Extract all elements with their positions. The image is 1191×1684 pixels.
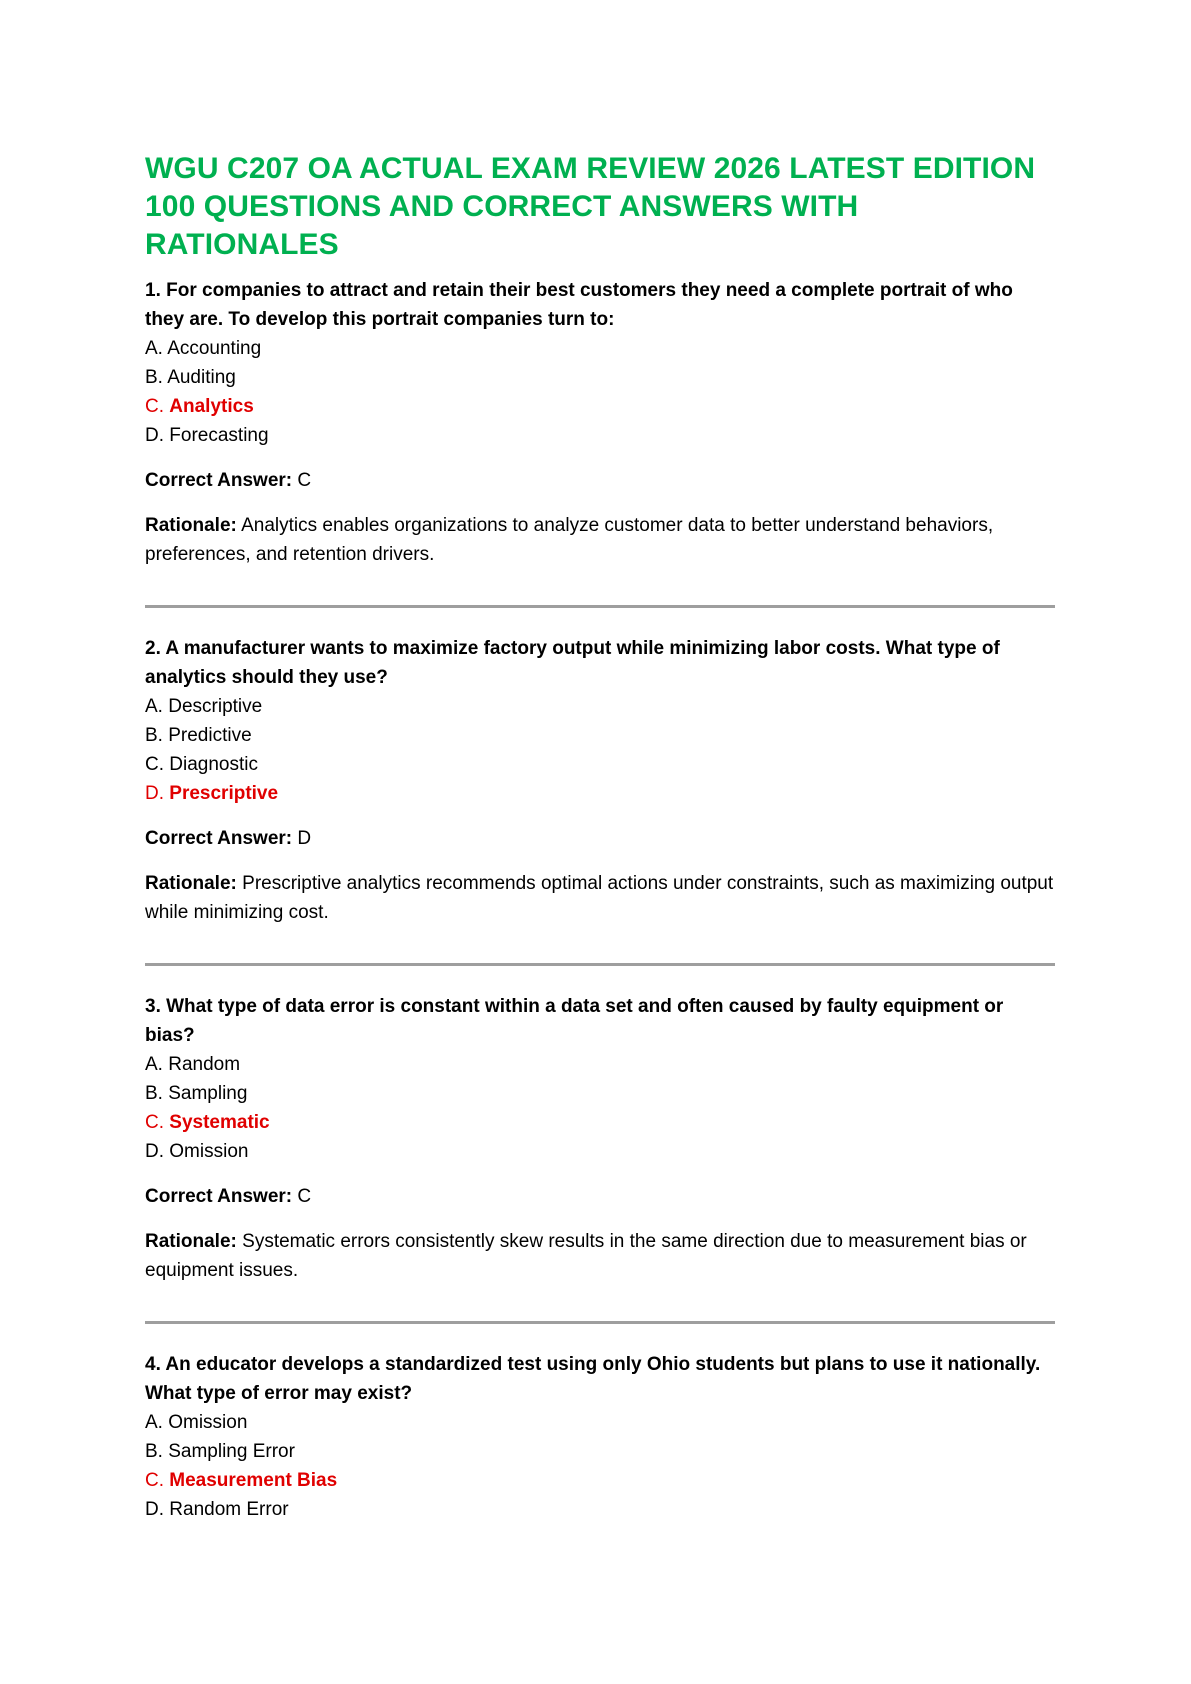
correct-answer-value: C xyxy=(297,470,312,491)
option-text: Sampling Error xyxy=(168,1441,295,1462)
answer-option xyxy=(145,750,1055,779)
document-title: WGU C207 OA ACTUAL EXAM REVIEW 2026 LATEST EDITION 100 QUESTIONS AND CORRECT ANSWERS WITH RATIONALES xyxy=(145,152,1036,261)
question-block xyxy=(145,992,1055,1285)
option-letter: B. xyxy=(145,1083,163,1104)
rationale-text: Prescriptive analytics recommends optimal actions under constraints, such as maximizing output while minimizing cost. xyxy=(145,873,1054,923)
option-letter: D. xyxy=(145,1141,164,1162)
rationale-text: Analytics enables organizations to analyze customer data to better understand behaviors, preferences, and retention drivers. xyxy=(145,515,994,565)
option-text: Omission xyxy=(168,1412,248,1433)
section-divider xyxy=(145,963,1055,966)
option-text: Predictive xyxy=(168,725,252,746)
question-text: 2. A manufacturer wants to maximize factory output while minimizing labor costs. What type of analytics should they use? xyxy=(145,638,1000,688)
answer-option xyxy=(145,1050,1055,1079)
rationale-line xyxy=(145,1227,1055,1285)
answer-option xyxy=(145,1437,1055,1466)
correct-answer-line xyxy=(145,824,1055,853)
option-letter: D. xyxy=(145,425,164,446)
answer-option xyxy=(145,1408,1055,1437)
correct-answer-label: Correct Answer: xyxy=(145,1186,293,1207)
correct-answer-label: Correct Answer: xyxy=(145,470,293,491)
option-text: Accounting xyxy=(167,338,262,359)
rationale-label: Rationale: xyxy=(145,515,237,536)
option-text: Descriptive xyxy=(168,696,263,717)
option-text: Forecasting xyxy=(169,425,269,446)
option-text: Measurement Bias xyxy=(169,1470,338,1491)
option-text: Sampling xyxy=(168,1083,248,1104)
answer-option xyxy=(145,1495,1055,1524)
option-letter: A. xyxy=(145,696,163,717)
option-text: Prescriptive xyxy=(169,783,279,804)
question-block xyxy=(145,276,1055,569)
question-text: 4. An educator develops a standardized test using only Ohio students but plans to use it nationally. What type of error may exist? xyxy=(145,1354,1041,1404)
option-text: Omission xyxy=(169,1141,249,1162)
document-page xyxy=(145,150,1055,1524)
rationale-text: Systematic errors consistently skew results in the same direction due to measurement bias or equipment issues. xyxy=(145,1231,1027,1281)
option-letter: A. xyxy=(145,1412,163,1433)
option-text: Random xyxy=(168,1054,241,1075)
question-text: 1. For companies to attract and retain their best customers they need a complete portrait of who they are. To develop this portrait companies turn to: xyxy=(145,280,1013,330)
correct-answer-value: D xyxy=(297,828,312,849)
correct-answer-label: Correct Answer: xyxy=(145,828,293,849)
rationale-line xyxy=(145,511,1055,569)
option-letter: C. xyxy=(145,754,164,775)
answer-option xyxy=(145,692,1055,721)
answer-option xyxy=(145,334,1055,363)
answer-option xyxy=(145,421,1055,450)
question-text: 3. What type of data error is constant within a data set and often caused by faulty equipment or bias? xyxy=(145,996,1004,1046)
option-letter: B. xyxy=(145,725,163,746)
option-text: Systematic xyxy=(169,1112,270,1133)
section-divider xyxy=(145,1321,1055,1324)
rationale-line xyxy=(145,869,1055,927)
option-letter: D. xyxy=(145,783,164,804)
option-text: Diagnostic xyxy=(169,754,258,775)
rationale-label: Rationale: xyxy=(145,873,237,894)
option-text: Random Error xyxy=(169,1499,289,1520)
correct-answer-option xyxy=(145,779,1055,808)
rationale-label: Rationale: xyxy=(145,1231,237,1252)
correct-answer-line xyxy=(145,1182,1055,1211)
option-letter: C. xyxy=(145,1112,164,1133)
section-divider xyxy=(145,605,1055,608)
option-letter: C. xyxy=(145,1470,164,1491)
option-letter: A. xyxy=(145,1054,163,1075)
question-block xyxy=(145,634,1055,927)
option-letter: B. xyxy=(145,367,163,388)
option-letter: D. xyxy=(145,1499,164,1520)
correct-answer-option xyxy=(145,392,1055,421)
question-block xyxy=(145,1350,1055,1524)
correct-answer-option xyxy=(145,1466,1055,1495)
answer-option xyxy=(145,363,1055,392)
option-text: Auditing xyxy=(167,367,236,388)
option-letter: A. xyxy=(145,338,163,359)
option-letter: C. xyxy=(145,396,164,417)
correct-answer-option xyxy=(145,1108,1055,1137)
answer-option xyxy=(145,1079,1055,1108)
option-letter: B. xyxy=(145,1441,163,1462)
option-text: Analytics xyxy=(169,396,254,417)
correct-answer-value: C xyxy=(297,1186,312,1207)
correct-answer-line xyxy=(145,466,1055,495)
answer-option xyxy=(145,1137,1055,1166)
answer-option xyxy=(145,721,1055,750)
